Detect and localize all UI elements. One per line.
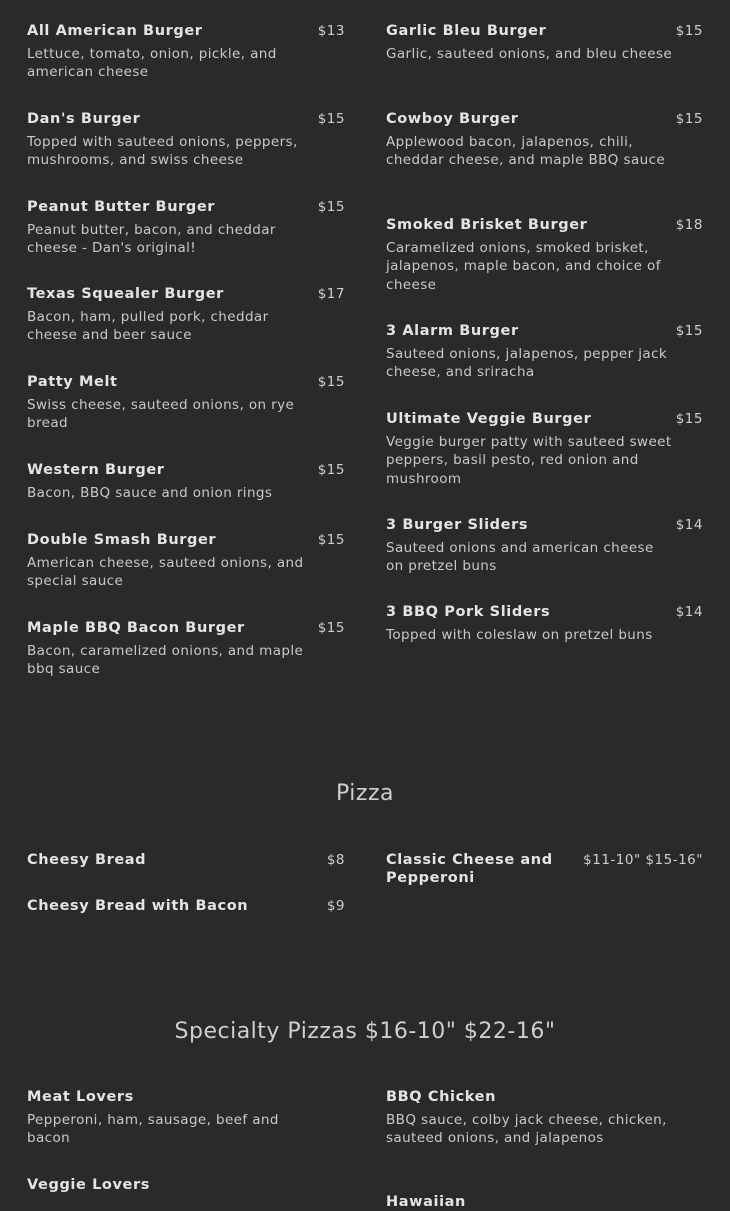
item-description: Caramelized onions, smoked brisket, jalapenos, maple bacon, and choice of cheese [386, 240, 661, 293]
item-price: $14 [675, 517, 703, 533]
item-price: $14 [675, 604, 703, 620]
item-name: Garlic Bleu Burger [386, 23, 547, 39]
item-price: $15 [675, 23, 703, 39]
menu-item [386, 216, 703, 294]
item-name: Cheesy Bread with Bacon [27, 898, 249, 914]
item-name: Western Burger [27, 462, 165, 478]
item-description: Bacon, ham, pulled pork, cheddar cheese and beer sauce [27, 309, 269, 344]
menu-item [27, 897, 345, 915]
item-description: Sauteed onions, jalapenos, pepper jack cheese, and sriracha [386, 346, 668, 381]
item-price: $15 [317, 111, 345, 127]
menu-item [386, 22, 703, 63]
item-name: Maple BBQ Bacon Burger [27, 620, 245, 636]
item-name: Meat Lovers [27, 1089, 134, 1105]
item-description: Topped with sauteed onions, peppers, mushrooms, and swiss cheese [27, 134, 298, 169]
item-name: 3 Alarm Burger [386, 323, 519, 339]
menu-item [27, 373, 345, 433]
item-price: $15 [317, 620, 345, 636]
section-title-pizza: Pizza [336, 781, 394, 806]
menu-item [386, 110, 703, 170]
item-price: $15 [675, 323, 703, 339]
menu-item [27, 110, 345, 170]
menu-item [27, 531, 345, 591]
item-description: Peanut butter, bacon, and cheddar cheese - Dan's original! [27, 222, 276, 257]
menu-item [27, 1176, 345, 1194]
item-price: $15 [317, 374, 345, 390]
item-name: Double Smash Burger [27, 532, 217, 548]
item-name: Ultimate Veggie Burger [386, 411, 592, 427]
item-price: $9 [326, 898, 345, 914]
menu-item [27, 851, 345, 869]
menu-item [386, 322, 703, 382]
item-description: Bacon, BBQ sauce and onion rings [27, 485, 273, 501]
item-name: Patty Melt [27, 374, 118, 390]
item-name: Veggie Lovers [27, 1177, 150, 1193]
item-name: Cowboy Burger [386, 111, 519, 127]
item-name: Texas Squealer Burger [27, 286, 224, 302]
item-description: Applewood bacon, jalapenos, chili, cheddar cheese, and maple BBQ sauce [386, 134, 666, 169]
item-price: $15 [317, 462, 345, 478]
menu-item [386, 516, 703, 576]
menu-item [27, 285, 345, 345]
menu-item [27, 461, 345, 502]
menu-item [27, 1088, 345, 1148]
item-name: 3 BBQ Pork Sliders [386, 604, 551, 620]
menu-item [386, 410, 703, 488]
item-name: Peanut Butter Burger [27, 199, 216, 215]
item-price: $15 [675, 411, 703, 427]
item-price: $13 [317, 23, 345, 39]
item-description: Garlic, sauteed onions, and bleu cheese [386, 46, 673, 62]
item-name: Smoked Brisket Burger [386, 217, 588, 233]
item-description: Lettuce, tomato, onion, pickle, and american cheese [27, 46, 277, 81]
item-name: Hawaiian [386, 1194, 466, 1210]
item-price: $15 [317, 532, 345, 548]
item-description: BBQ sauce, colby jack cheese, chicken, sauteed onions, and jalapenos [386, 1112, 667, 1147]
item-price: $17 [317, 286, 345, 302]
item-price: $15 [675, 111, 703, 127]
section-title-specialty-pizzas: Specialty Pizzas $16-10" $22-16" [174, 1019, 556, 1044]
item-name: Classic Cheese and Pepperoni [386, 852, 553, 886]
menu-item [386, 1193, 703, 1211]
item-description: Topped with coleslaw on pretzel buns [386, 627, 653, 643]
menu-item [386, 1088, 703, 1148]
menu-item [386, 603, 703, 644]
item-description: American cheese, sauteed onions, and special sauce [27, 555, 304, 590]
item-name: Cheesy Bread [27, 852, 147, 868]
item-price: $15 [317, 199, 345, 215]
item-name: Dan's Burger [27, 111, 141, 127]
item-name: 3 Burger Sliders [386, 517, 529, 533]
item-price: $11-10" $15-16" [583, 852, 703, 868]
menu-item [27, 619, 345, 679]
item-description: Bacon, caramelized onions, and maple bbq sauce [27, 643, 304, 678]
menu-item [386, 851, 703, 887]
item-name: BBQ Chicken [386, 1089, 497, 1105]
menu-item [27, 22, 345, 82]
item-description: Sauteed onions and american cheese on pretzel buns [386, 540, 654, 575]
item-price: $8 [326, 852, 345, 868]
item-name: All American Burger [27, 23, 203, 39]
item-description: Veggie burger patty with sauteed sweet peppers, basil pesto, red onion and mushroom [386, 434, 672, 487]
menu-item [27, 198, 345, 258]
item-description: Pepperoni, ham, sausage, beef and bacon [27, 1112, 279, 1147]
item-price: $18 [675, 217, 703, 233]
item-description: Swiss cheese, sauteed onions, on rye bread [27, 397, 295, 432]
